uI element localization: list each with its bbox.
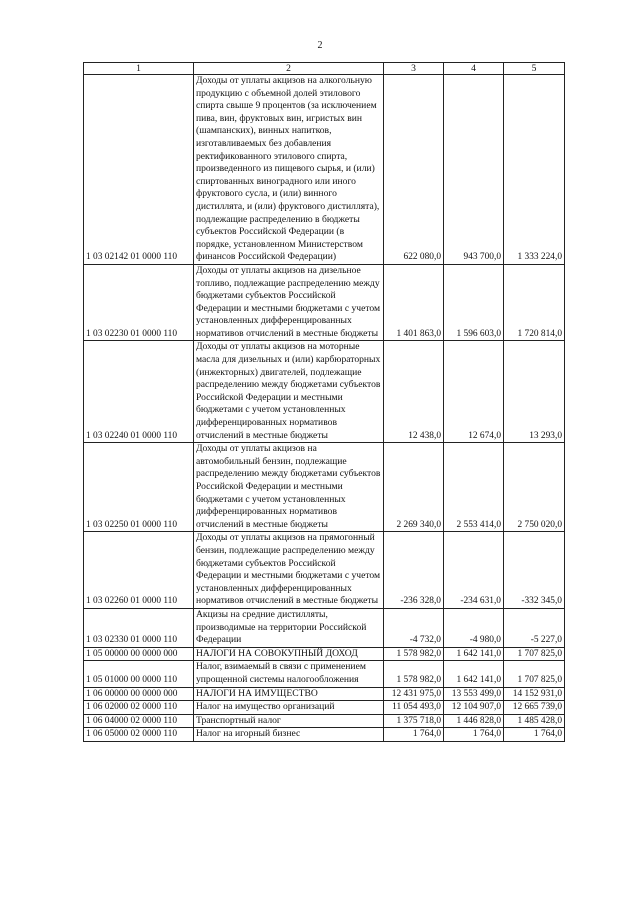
row-name: Доходы от уплаты акцизов на прямогонный бензин, подлежащие распределению между бюджетами субъектов Российской Федерации и местными бюджетами с учетом установленных дифференцированных нормативов отчислений в местные бюджеты [194, 532, 384, 609]
row-value-3: 2 269 340,0 [384, 443, 444, 532]
row-value-3: 12 431 975,0 [384, 687, 444, 701]
table-row [84, 728, 565, 742]
row-value-4: 1 446 828,0 [444, 714, 504, 728]
column-header-3: 3 [384, 63, 444, 75]
table-row [84, 75, 565, 265]
row-code: 1 06 00000 00 0000 000 [84, 687, 194, 701]
row-value-5: 14 152 931,0 [504, 687, 565, 701]
table-row [84, 264, 565, 341]
row-code: 1 06 02000 02 0000 110 [84, 701, 194, 715]
row-name: Транспортный налог [194, 714, 384, 728]
row-value-3: 622 080,0 [384, 75, 444, 265]
row-code: 1 06 04000 02 0000 110 [84, 714, 194, 728]
row-value-3: 1 578 982,0 [384, 647, 444, 661]
row-value-5: 13 293,0 [504, 341, 565, 443]
row-code: 1 03 02230 01 0000 110 [84, 264, 194, 341]
row-value-4: 2 553 414,0 [444, 443, 504, 532]
column-header-1: 1 [84, 63, 194, 75]
row-code: 1 05 01000 00 0000 110 [84, 661, 194, 687]
row-value-4: -234 631,0 [444, 532, 504, 609]
row-value-3: -236 328,0 [384, 532, 444, 609]
row-name: НАЛОГИ НА ИМУЩЕСТВО [194, 687, 384, 701]
row-value-3: 1 578 982,0 [384, 661, 444, 687]
row-value-5: 1 707 825,0 [504, 647, 565, 661]
row-value-5: 1 707 825,0 [504, 661, 565, 687]
row-name: Доходы от уплаты акцизов на моторные масла для дизельных и (или) карбюраторных (инжекторных) двигателей, подлежащие распределению между бюджетами субъектов Российской Федерации и местными бюджетами с учетом установленных дифференцированных нормативов отчислений в местные бюджеты [194, 341, 384, 443]
row-value-4: 1 642 141,0 [444, 661, 504, 687]
row-value-5: 1 764,0 [504, 728, 565, 742]
table-row [84, 701, 565, 715]
budget-table [83, 62, 565, 742]
table-header-row [84, 63, 565, 75]
table-row [84, 714, 565, 728]
row-code: 1 03 02240 01 0000 110 [84, 341, 194, 443]
row-value-5: 2 750 020,0 [504, 443, 565, 532]
row-name: Налог на имущество организаций [194, 701, 384, 715]
page-number: 2 [317, 40, 323, 51]
row-code: 1 05 00000 00 0000 000 [84, 647, 194, 661]
row-value-4: 1 642 141,0 [444, 647, 504, 661]
table-row [84, 608, 565, 647]
row-code: 1 03 02250 01 0000 110 [84, 443, 194, 532]
row-value-3: -4 732,0 [384, 608, 444, 647]
row-code: 1 03 02142 01 0000 110 [84, 75, 194, 265]
row-value-5: 1 720 814,0 [504, 264, 565, 341]
row-value-4: -4 980,0 [444, 608, 504, 647]
row-value-5: -332 345,0 [504, 532, 565, 609]
column-header-4: 4 [444, 63, 504, 75]
row-name: Акцизы на средние дистилляты, производимые на территории Российской Федерации [194, 608, 384, 647]
row-code: 1 03 02260 01 0000 110 [84, 532, 194, 609]
table-row [84, 341, 565, 443]
row-code: 1 06 05000 02 0000 110 [84, 728, 194, 742]
row-value-4: 1 764,0 [444, 728, 504, 742]
row-name: Налог, взимаемый в связи с применением упрощенной системы налогообложения [194, 661, 384, 687]
row-value-4: 943 700,0 [444, 75, 504, 265]
row-value-5: 1 333 224,0 [504, 75, 565, 265]
row-value-3: 11 054 493,0 [384, 701, 444, 715]
row-value-5: 12 665 739,0 [504, 701, 565, 715]
column-header-2: 2 [194, 63, 384, 75]
row-value-3: 1 764,0 [384, 728, 444, 742]
row-value-5: 1 485 428,0 [504, 714, 565, 728]
column-header-5: 5 [504, 63, 565, 75]
row-value-5: -5 227,0 [504, 608, 565, 647]
table-row [84, 661, 565, 687]
row-value-4: 13 553 499,0 [444, 687, 504, 701]
table-row [84, 532, 565, 609]
row-value-4: 12 104 907,0 [444, 701, 504, 715]
row-name: Налог на игорный бизнес [194, 728, 384, 742]
row-value-3: 12 438,0 [384, 341, 444, 443]
row-value-3: 1 401 863,0 [384, 264, 444, 341]
row-value-4: 1 596 603,0 [444, 264, 504, 341]
row-value-4: 12 674,0 [444, 341, 504, 443]
row-name: Доходы от уплаты акцизов на дизельное топливо, подлежащие распределению между бюджетами субъектов Российской Федерации и местными бюджетами с учетом установленных дифференцированных нормативов отчислений в местные бюджеты [194, 264, 384, 341]
row-name: Доходы от уплаты акцизов на автомобильный бензин, подлежащие распределению между бюджетами субъектов Российской Федерации и местными бюджетами с учетом установленных дифференцированных нормативов отчислений в местные бюджеты [194, 443, 384, 532]
row-value-3: 1 375 718,0 [384, 714, 444, 728]
row-name: НАЛОГИ НА СОВОКУПНЫЙ ДОХОД [194, 647, 384, 661]
table-row [84, 443, 565, 532]
row-code: 1 03 02330 01 0000 110 [84, 608, 194, 647]
table-row [84, 687, 565, 701]
row-name: Доходы от уплаты акцизов на алкогольную продукцию с объемной долей этилового спирта свыше 9 процентов (за исключением пива, вин, фруктовых вин, игристых вин (шампанских), винных напитков, изготавливаемых без добавления ректификованного этилового спирта, произведенного из пищевого сырья, и (или) спиртованных виноградного или иного фруктового сусла, и (или) винного дистиллята, и (или) фруктового дистиллята), подлежащие распределению в бюджеты субъектов Российской Федерации (в порядке, установленном Министерством финансов Российской Федерации) [194, 75, 384, 265]
table-row [84, 647, 565, 661]
